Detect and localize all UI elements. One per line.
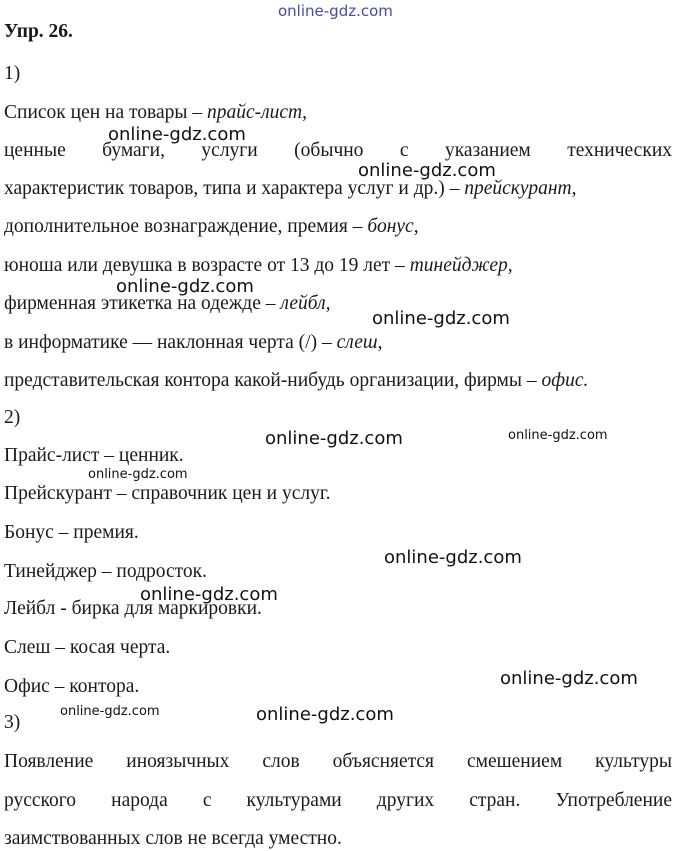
term: прайс-лист (206, 102, 303, 123)
term: тинейджер, (409, 255, 513, 276)
definition-line: в информатике — наклонная черта (/) – слеш, (4, 332, 383, 353)
list-item: Прейскурант – справочник цен и услуг. (4, 483, 331, 504)
definition-line: ценные бумаги, услуги (обычно с указанием технических (4, 140, 672, 161)
definition-line: фирменная этикетка на одежде – лейбл, (4, 293, 331, 314)
watermark: online-gdz.com (116, 276, 254, 297)
definition-line: дополнительное вознаграждение, премия – бонус, (4, 216, 419, 237)
exercise-title: Упр. 26. (4, 21, 73, 42)
section-number: 1) (4, 63, 21, 84)
watermark: online-gdz.com (88, 467, 188, 482)
watermark: online-gdz.com (60, 704, 160, 719)
watermark: online-gdz.com (265, 428, 403, 449)
list-item: Слеш – косая черта. (4, 637, 171, 658)
paragraph-line: русского народа с культурами других стран. Употребление (4, 790, 672, 811)
watermark: online-gdz.com (256, 704, 394, 725)
definition-line: юноша или девушка в возрасте от 13 до 19 лет – тинейджер, (4, 255, 513, 276)
list-item: Офис – контора. (4, 676, 140, 697)
paragraph-line: заимствованных слов не всегда уместно. (4, 828, 342, 849)
term: бонус (367, 216, 414, 237)
watermark: online-gdz.com (140, 584, 278, 605)
paragraph-line: Появление иноязычных слов объясняется смешением культуры (4, 751, 672, 772)
definition-line: характеристик товаров, типа и характера услуг и др.) – прейскурант, (4, 178, 577, 199)
term: слеш (336, 332, 378, 353)
section-number: 2) (4, 407, 21, 428)
watermark: online-gdz.com (358, 160, 496, 181)
term: офис. (541, 370, 589, 391)
definition-line: Список цен на товары – прайс-лист, (4, 102, 307, 123)
watermark: online-gdz.com (372, 308, 510, 329)
list-item: Бонус – премия. (4, 522, 139, 543)
term: лейбл, (280, 293, 331, 314)
term: прейскурант (464, 178, 572, 199)
watermark: online-gdz.com (108, 124, 246, 145)
list-item: Тинейджер – подросток. (4, 561, 207, 582)
list-item: Прайс-лист – ценник. (4, 445, 184, 466)
watermark: online-gdz.com (384, 547, 522, 568)
watermark: online-gdz.com (278, 2, 393, 20)
section-number: 3) (4, 712, 21, 733)
list-item: Лейбл - бирка для маркировки. (4, 598, 262, 619)
watermark: online-gdz.com (508, 428, 608, 443)
watermark: online-gdz.com (500, 668, 638, 689)
definition-line: представительская контора какой-нибудь организации, фирмы – офис. (4, 370, 589, 391)
